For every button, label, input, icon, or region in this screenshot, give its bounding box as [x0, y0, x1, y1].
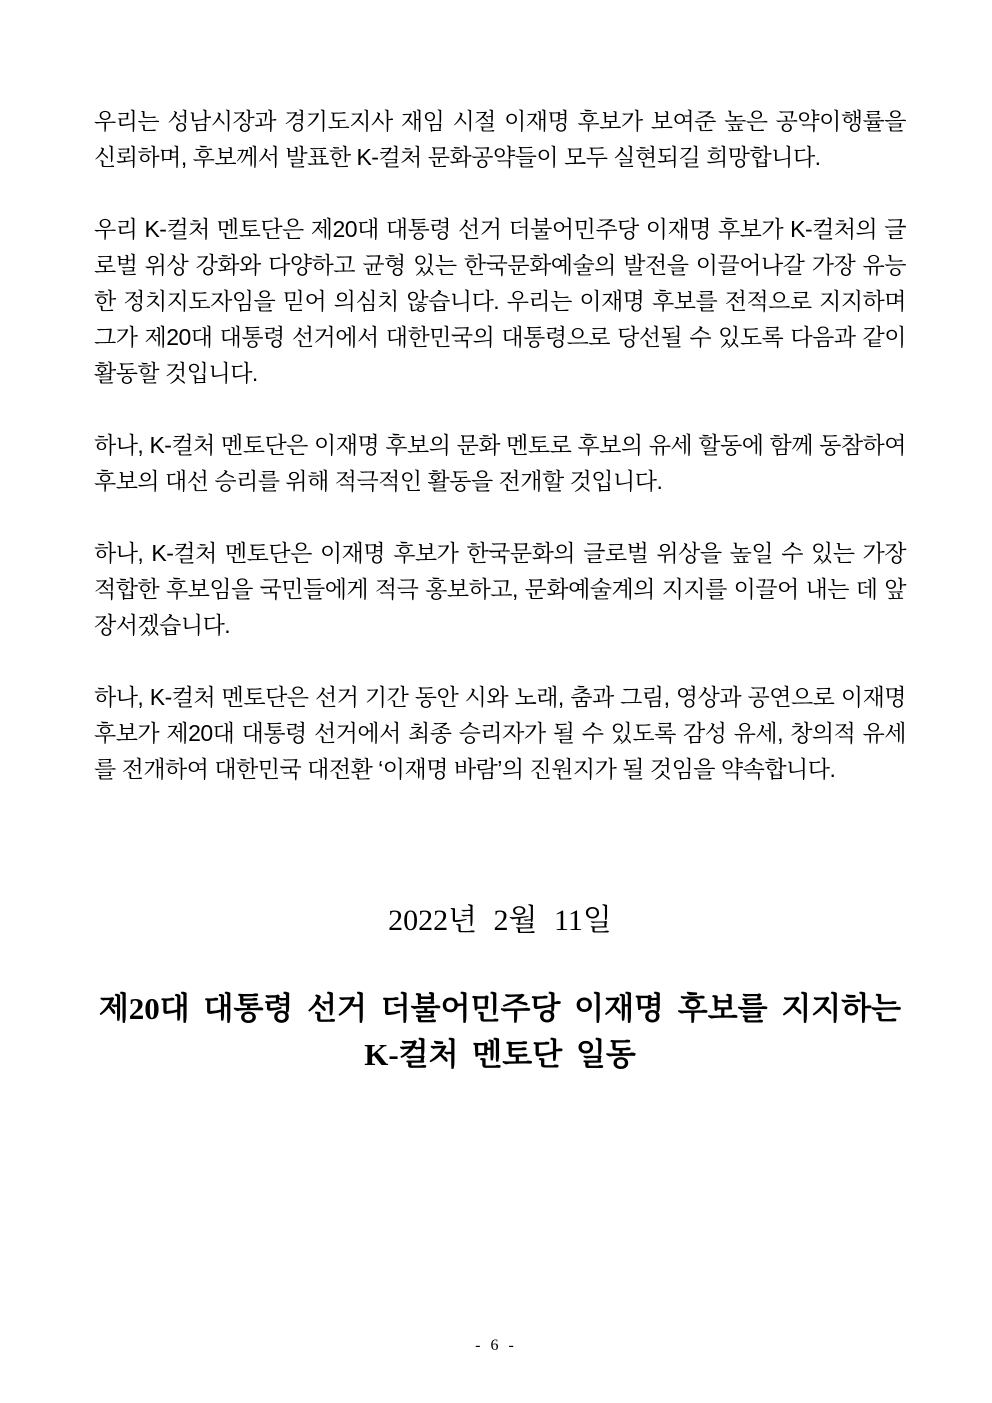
document-body [94, 0, 906, 1078]
date-line: 2022년 2월 11일 [388, 904, 612, 937]
signature-line-1: 제20대 대통령 선거 더불어민주당 이재명 후보를 지지하는 [98, 991, 902, 1026]
paragraph-resolution-1: 하나, K-컬처 멘토단은 이재명 후보의 문화 멘토로 후보의 유세 할동에 함께 동참하여 후보의 대선 승리를 위해 적극적인 활동을 전개할 것입니다. [94, 432, 906, 494]
page-number: - 6 - [475, 1337, 517, 1354]
paragraph-resolution-3: 하나, K-컬처 멘토단은 선거 기간 동안 시와 노래, 춤과 그림, 영상과 공연으로 이재명 후보가 제20대 대통령 선거에서 최종 승리자가 될 수 있도록 감성 유세, 창의적 유세를 전개하여 대한민국 대전환 ‘이재명 바람’의 진원지가 될 것임을 약속합니다. [94, 684, 906, 782]
paragraph-resolution-2: 하나, K-컬처 멘토단은 이재명 후보가 한국문화의 글로벌 위상을 높일 수 있는 가장 적합한 후보임을 국민들에게 적극 홍보하고, 문화예술계의 지지를 이끌어 내는 데 앞장서겠습니다. [94, 540, 906, 638]
paragraph-support-declaration: 우리 K-컬처 멘토단은 제20대 대통령 선거 더불어민주당 이재명 후보가 K-컬처의 글로벌 위상 강화와 다양하고 균형 있는 한국문화예술의 발전을 이끌어나갈 가장 유능한 정치지도자임을 믿어 의심치 않습니다. 우리는 이재명 후보를 전적으로 지지하며 그가 제20대 대통령 선거에서 대한민국의 대통령으로 당선될 수 있도록 다음과 같이 활동할 것입니다. [94, 216, 906, 386]
signature-line-2: K-컬처 멘토단 일동 [364, 1037, 636, 1072]
paragraph-pledge-trust: 우리는 성남시장과 경기도지사 재임 시절 이재명 후보가 보여준 높은 공약이행률을 신뢰하며, 후보께서 발표한 K-컬처 문화공약들이 모두 실현되길 희망합니다. [94, 108, 906, 170]
